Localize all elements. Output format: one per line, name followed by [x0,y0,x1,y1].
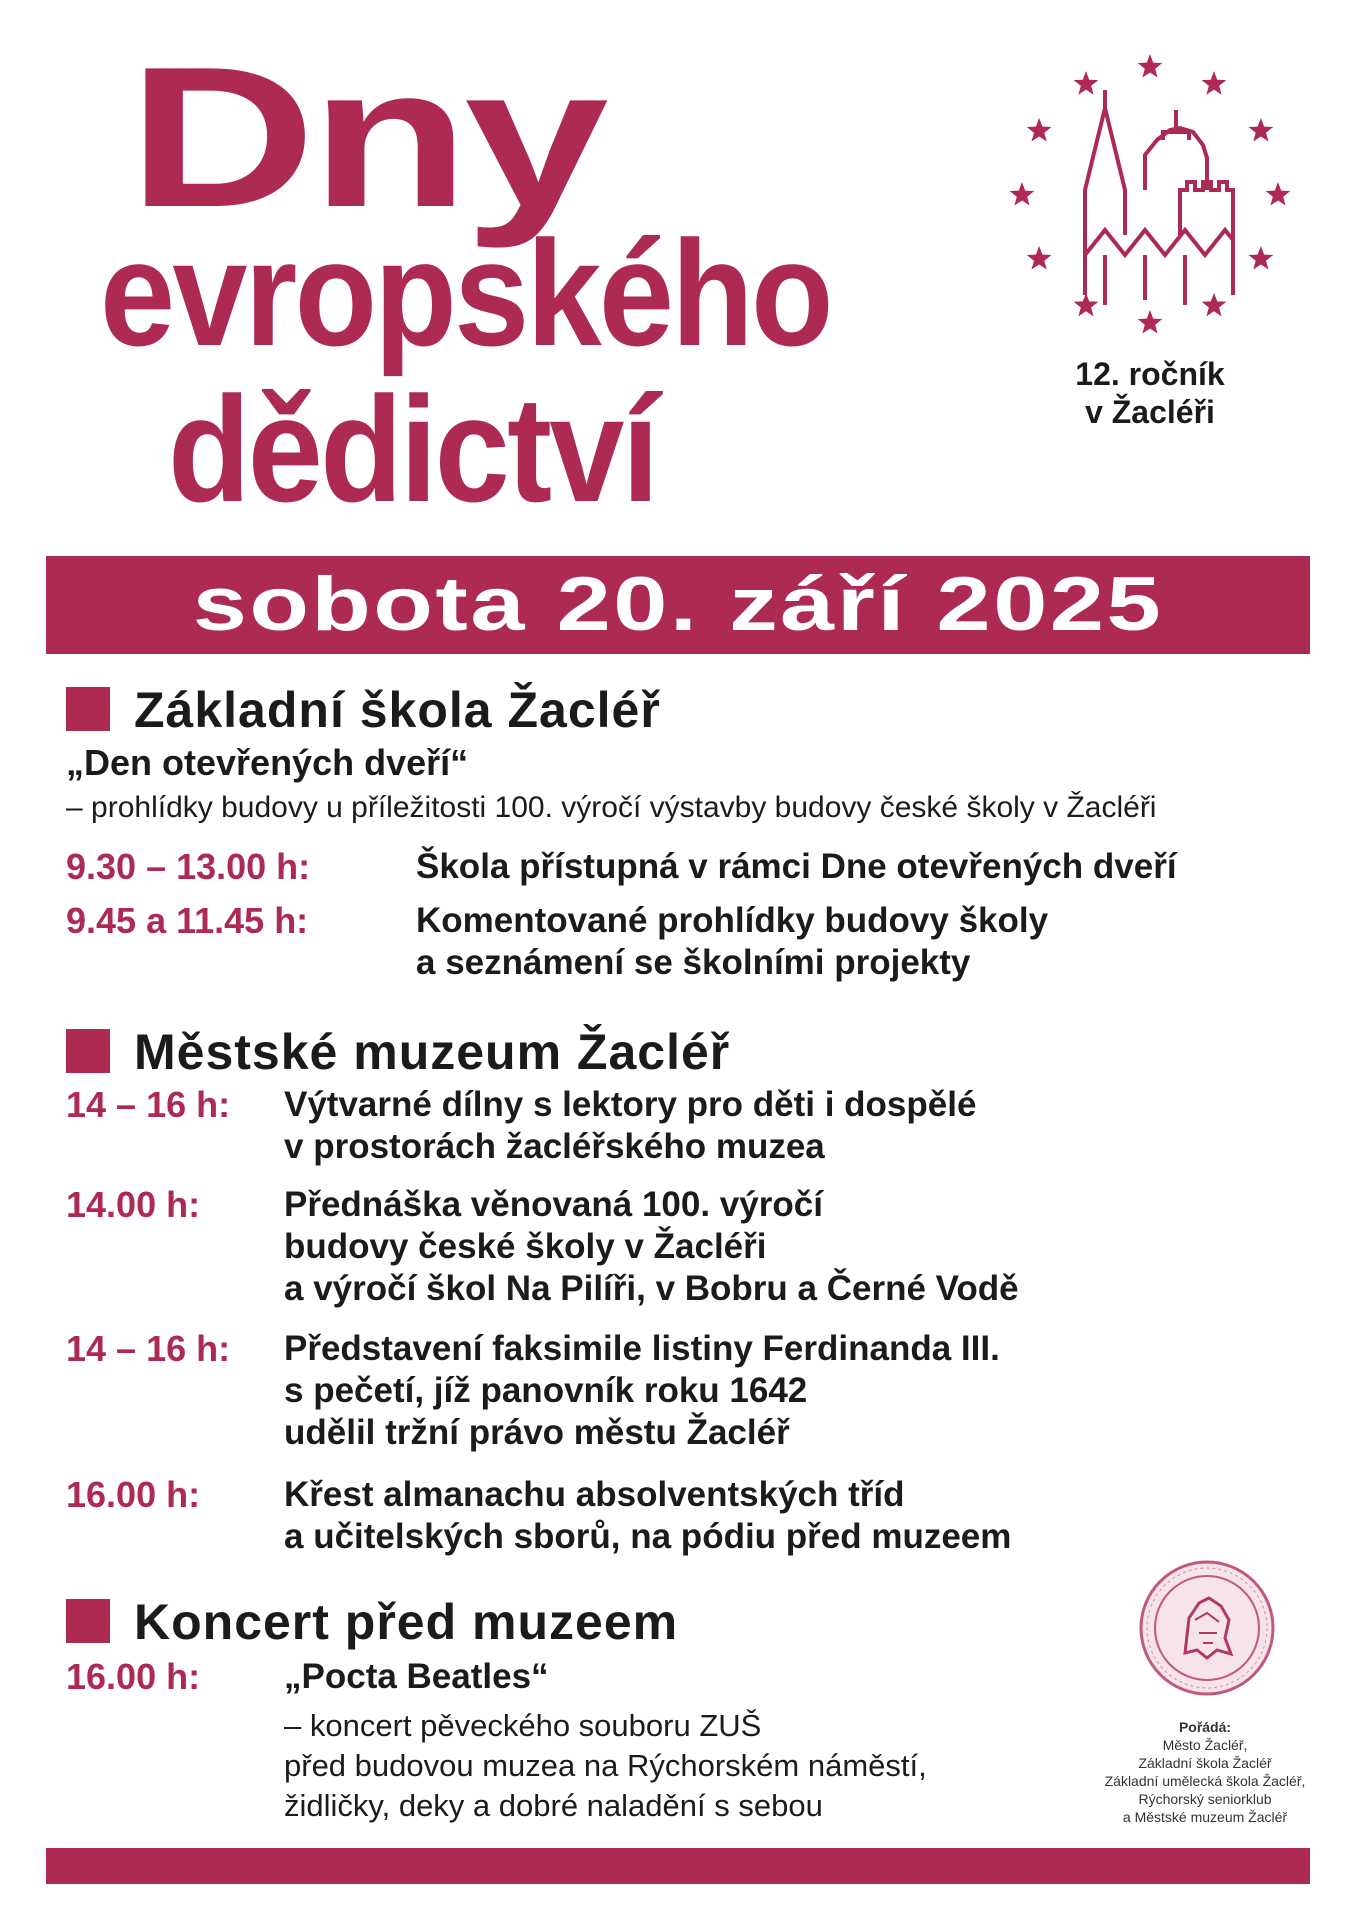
event-line: Křest almanachu absolventských tříd [284,1475,905,1514]
footer-band [46,1848,1310,1884]
title-line-3: dědictví [168,365,657,533]
square-bullet-icon [66,1599,110,1643]
event-description [284,1084,976,1168]
square-bullet-icon [66,1029,110,1073]
organizers-heading: Pořádá: [1178,1719,1232,1735]
organizer-line: Základní škola Žacléř [1138,1755,1272,1771]
school-note: – prohlídky budovy u příležitosti 100. výročí výstavby budovy české školy v Žacléři [66,791,1157,824]
event-description [284,1656,549,1698]
star-icon [1027,118,1052,142]
event-line: budovy české školy v Žacléři [284,1227,767,1266]
event-line: Škola přístupná v rámci Dne otevřených dveří [416,847,1177,886]
star-icon [1138,310,1163,334]
town-seal-icon [1137,1558,1277,1698]
school-subtitle: „Den otevřených dveří“ [66,742,469,783]
square-bullet-icon [66,687,110,731]
event-line: Komentované prohlídky budovy školy [416,901,1049,940]
section-heading-museum [66,1024,730,1080]
star-icon [1202,293,1227,317]
event-time: 14.00 h: [66,1184,201,1225]
event-line: s pečetí, jíž panovník roku 1642 [284,1371,808,1410]
star-icon [1202,71,1227,95]
event-date: sobota 20. září 2025 [192,562,1164,647]
section-heading-concert [66,1594,678,1650]
organizers [1070,1718,1340,1826]
organizer-line: Základní umělecká škola Žacléř, [1104,1773,1306,1789]
edition-label [1005,355,1295,431]
event-description [284,1474,1011,1558]
star-icon [1249,118,1274,142]
concert-detail-line: židličky, deky a dobré naladění s sebou [284,1788,823,1823]
event-time: 14 – 16 h: [66,1328,231,1369]
section-heading-text: Koncert před muzeem [134,1594,679,1650]
section-heading-text: Městské muzeum Žacléř [134,1024,731,1080]
organizer-line: Město Žacléř, [1162,1737,1248,1753]
star-icon [1138,54,1163,78]
star-icon [1074,71,1099,95]
european-heritage-stars-skyline-icon [1005,40,1295,350]
event-line: a výročí škol Na Pilíři, v Bobru a Černé Vodě [284,1269,1019,1308]
edition-line-2: v Žacléři [1085,394,1215,430]
event-time: 16.00 h: [66,1656,201,1697]
title-line-1: Dny [128,26,604,249]
event-time: 9.45 a 11.45 h: [66,900,309,941]
star-icon [1074,293,1099,317]
date-banner [46,556,1310,654]
event-time: 14 – 16 h: [66,1084,231,1125]
event-line: udělil tržní právo městu Žacléř [284,1413,790,1452]
event-line: „Pocta Beatles“ [284,1657,549,1696]
event-line: a seznámení se školními projekty [416,943,971,982]
section-heading-school [66,682,661,738]
edition-line-1: 12. ročník [1075,356,1225,392]
event-line: v prostorách žacléřského muzea [284,1127,825,1166]
event-time: 9.30 – 13.00 h: [66,846,311,887]
event-line: Přednáška věnovaná 100. výročí [284,1185,823,1224]
event-description [284,1184,1019,1310]
event-line: Výtvarné dílny s lektory pro děti i dospělé [284,1085,977,1124]
event-line: Představení faksimile listiny Ferdinanda III. [284,1329,1000,1368]
star-icon [1027,246,1052,270]
concert-details [284,1706,927,1826]
star-icon [1249,246,1274,270]
concert-detail-line: – koncert pěveckého souboru ZUŠ [284,1708,762,1743]
event-time: 16.00 h: [66,1474,201,1515]
star-icon [1010,182,1035,206]
event-description [416,900,1048,984]
title-line-2: evropského [100,209,831,377]
concert-detail-line: před budovou muzea na Rýchorském náměstí, [284,1748,927,1783]
organizer-line: Rýchorský seniorklub [1138,1791,1272,1807]
event-description [284,1328,1000,1454]
event-description [416,846,1177,888]
section-heading-text: Základní škola Žacléř [134,682,661,738]
event-line: a učitelských sborů, na pódiu před muzeem [284,1517,1012,1556]
star-icon [1266,182,1291,206]
organizer-line: a Městské muzeum Žacléř [1122,1809,1288,1825]
